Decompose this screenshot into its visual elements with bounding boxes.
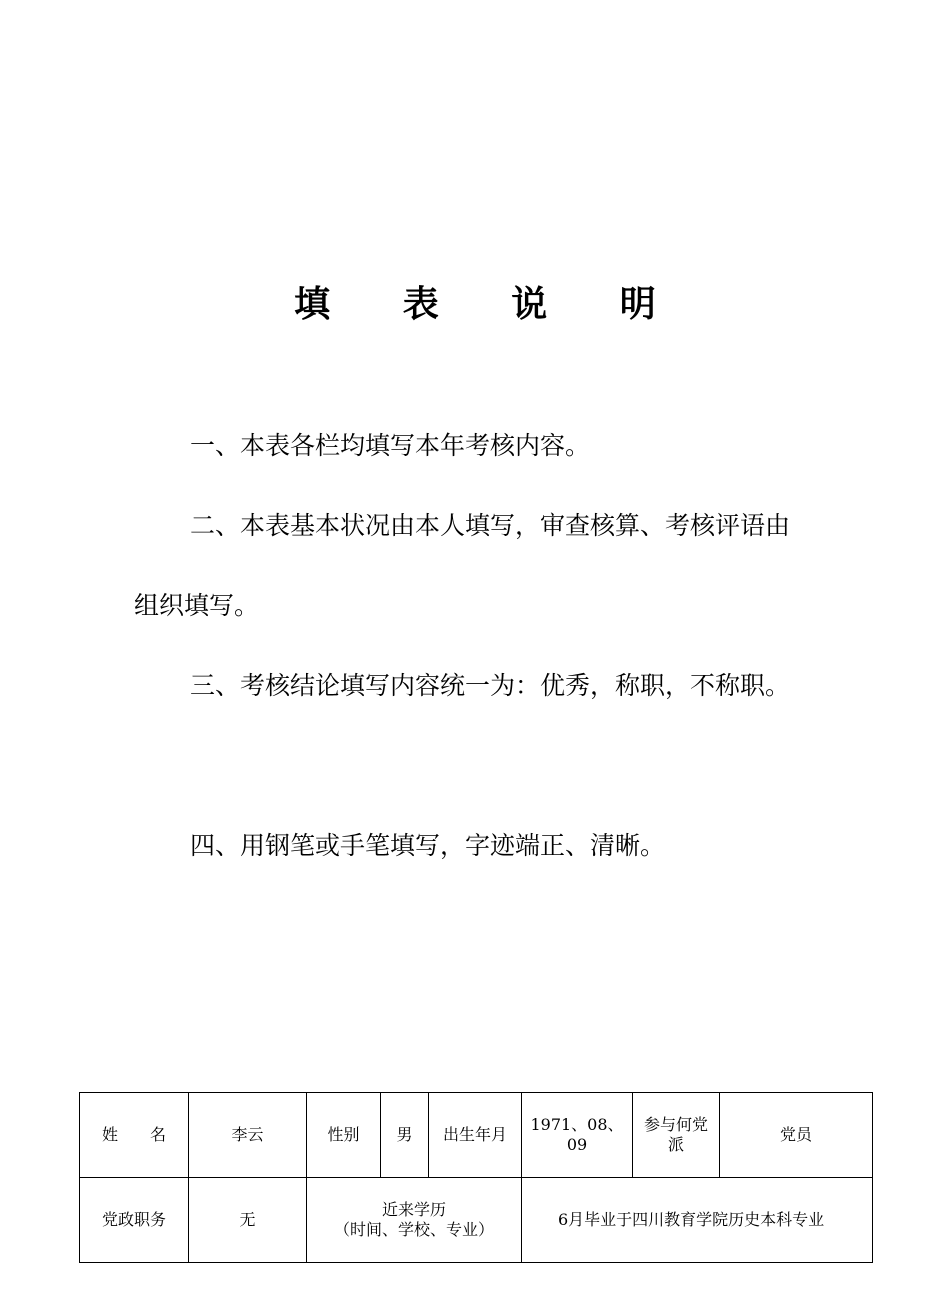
title-char: 表 [402,283,439,325]
personal-info-table [79,1092,873,1263]
position-label: 党政职务 [80,1178,189,1263]
education-value [522,1178,873,1263]
table-row [80,1093,873,1178]
instruction-4-text: 四、用钢笔或手笔填写，字迹端正、清晰。 [190,831,666,860]
instruction-2 [134,486,814,646]
gender-label: 性别 [307,1093,381,1178]
birth-label: 出生年月 [429,1093,522,1178]
education-label-cell [307,1178,522,1263]
name-value: 李云 [189,1093,307,1178]
instruction-1 [134,406,814,486]
party-value: 党员 [720,1093,873,1178]
instruction-1-text: 一、本表各栏均填写本年考核内容。 [190,431,591,460]
instruction-3 [134,646,814,726]
party-label: 参与何党 派 [633,1093,720,1178]
table-row [80,1178,873,1263]
page-title [0,276,950,327]
title-char: 说 [511,283,548,325]
position-value: 无 [189,1178,307,1263]
title-char: 填 [294,283,331,325]
instruction-2-text: 二、本表基本状况由本人填写，审查核算、考核评语由组织填写。 [134,511,791,620]
gender-value: 男 [381,1093,429,1178]
education-value-text: 6月毕业于四川教育学院历史本科专业 [558,1210,825,1229]
name-label: 姓 名 [80,1093,189,1178]
education-label: 近来学历 [381,1200,446,1219]
instruction-4 [134,806,814,886]
title-char: 明 [619,283,656,325]
birth-value: 1971、08、09 [522,1093,633,1178]
education-sublabel: （时间、学校、专业） [333,1220,494,1239]
instruction-3-text: 三、考核结论填写内容统一为：优秀，称职，不称职。 [190,671,791,700]
